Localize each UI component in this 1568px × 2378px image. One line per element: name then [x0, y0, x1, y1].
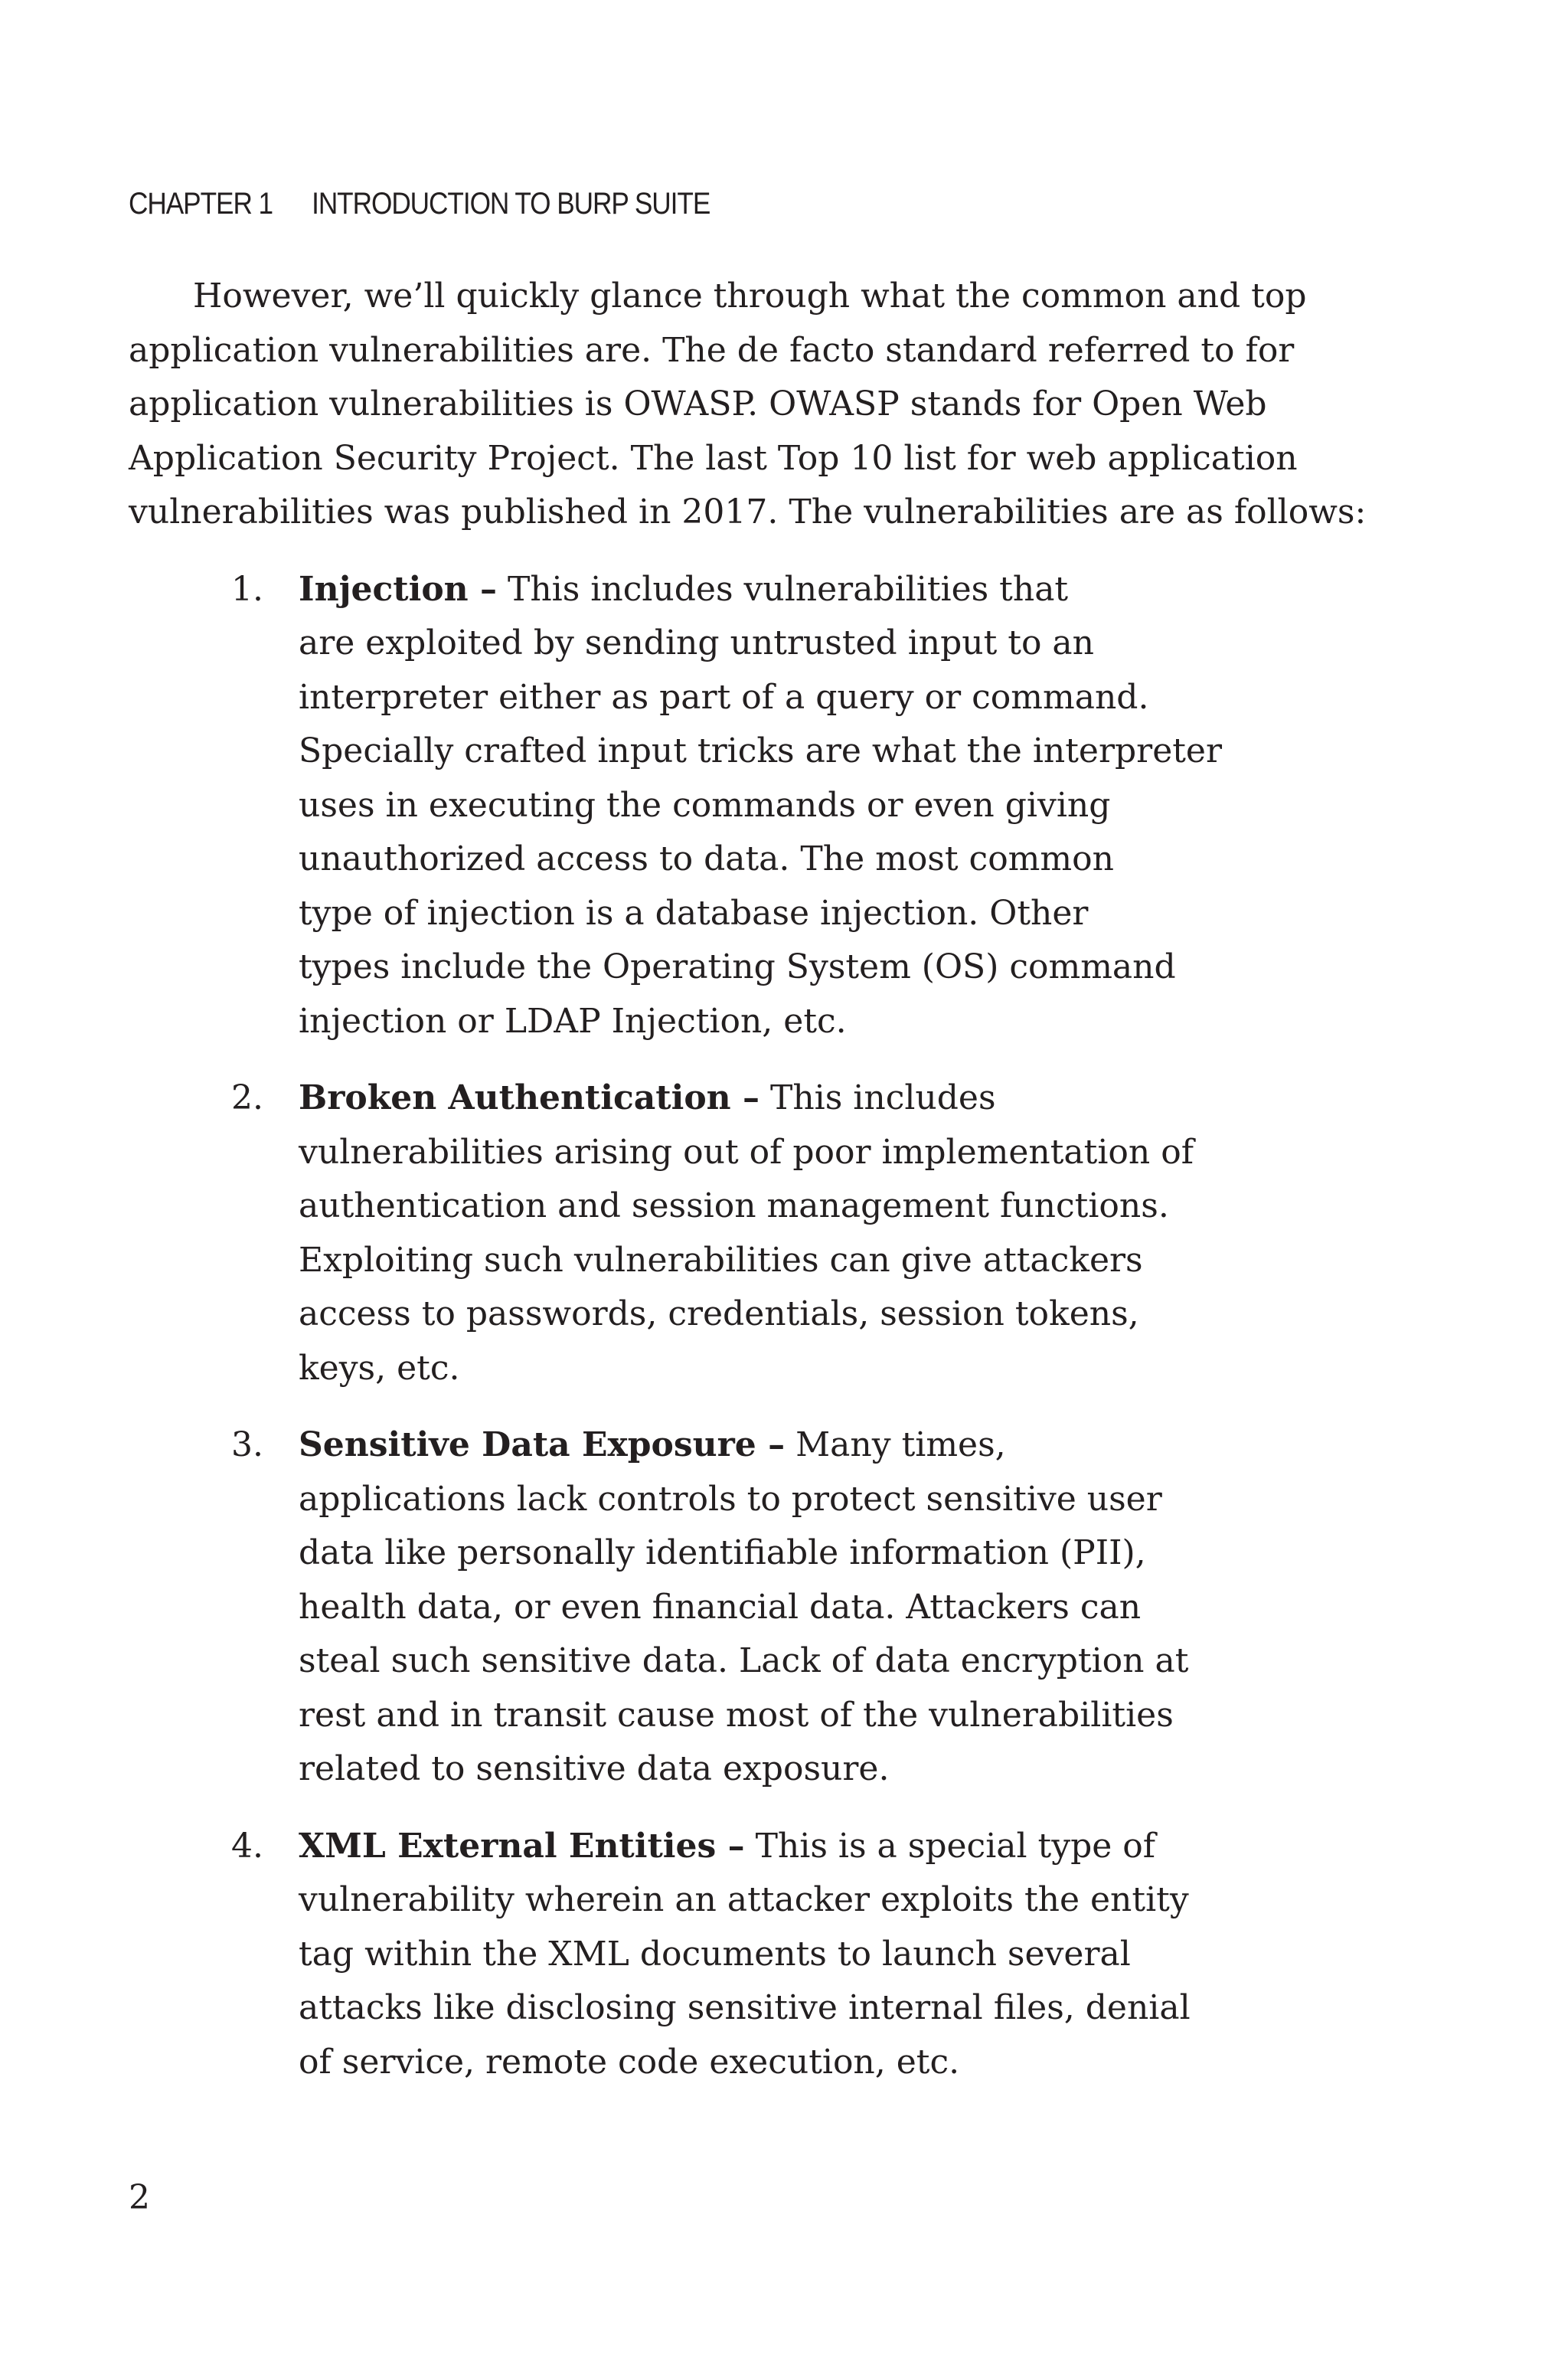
list-item-broken-authentication — [129, 1071, 1338, 1395]
list-item-line: health data, or even financial data. Attackers can — [299, 1587, 1142, 1627]
list-item-text: This includes vulnerabilities that — [496, 569, 1069, 609]
list-item-term: XML External Entities – — [299, 1826, 745, 1866]
list-item-line: data like personally identifiable information (PII), — [299, 1533, 1146, 1572]
list-item-line: Specially crafted input tricks are what the interpreter — [299, 731, 1222, 770]
list-item-line: vulnerability wherein an attacker exploits the entity — [299, 1880, 1189, 1919]
list-item-xml-external-entities — [129, 1820, 1338, 2090]
list-item-line: tag within the XML documents to launch several — [299, 1934, 1131, 1974]
list-item-first-line — [299, 1820, 1338, 1874]
list-item-number: 3. — [231, 1425, 263, 1464]
chapter-title: INTRODUCTION TO BURP SUITE — [312, 187, 710, 221]
list-item-line: access to passwords, credentials, session tokens, — [299, 1294, 1139, 1333]
list-item-line: keys, etc. — [299, 1348, 460, 1388]
intro-paragraph — [129, 270, 1367, 540]
list-item-line: rest and in transit cause most of the vulnerabilities — [299, 1695, 1174, 1735]
vulnerability-list — [129, 563, 1338, 2090]
list-item-number: 4. — [231, 1826, 263, 1866]
intro-line: application vulnerabilities is OWASP. OWASP stands for Open Web — [129, 384, 1267, 424]
list-item-text: Many times, — [785, 1425, 1006, 1464]
list-item-term: Broken Authentication – — [299, 1078, 760, 1117]
list-item-line: vulnerabilities arising out of poor implementation of — [299, 1132, 1194, 1172]
list-item-line: interpreter either as part of a query or command. — [299, 677, 1149, 717]
list-item-line: attacks like disclosing sensitive internal files, denial — [299, 1988, 1191, 2027]
list-item-term: Sensitive Data Exposure – — [299, 1425, 786, 1464]
list-item-line: Exploiting such vulnerabilities can give attackers — [299, 1240, 1143, 1280]
list-item-first-line — [299, 563, 1338, 617]
list-item-number: 1. — [231, 569, 263, 609]
list-item-text: This includes — [759, 1078, 996, 1117]
page-number: 2 — [129, 2178, 150, 2217]
intro-line: application vulnerabilities are. The de facto standard referred to for — [129, 330, 1295, 370]
page-body — [129, 270, 1367, 2089]
intro-line: Application Security Project. The last Top 10 list for web application — [129, 438, 1298, 478]
running-head — [129, 187, 710, 221]
list-item-line: related to sensitive data exposure. — [299, 1749, 890, 1788]
list-item-line: unauthorized access to data. The most common — [299, 839, 1114, 878]
list-item-text: This is a special type of — [744, 1826, 1156, 1866]
list-item-sensitive-data-exposure — [129, 1418, 1338, 1797]
list-item-first-line — [299, 1418, 1338, 1473]
list-item-line: applications lack controls to protect sensitive user — [299, 1479, 1162, 1519]
list-item-injection — [129, 563, 1338, 1049]
chapter-label: CHAPTER 1 — [129, 187, 273, 221]
list-item-term: Injection – — [299, 569, 497, 609]
intro-line: However, we’ll quickly glance through what the common and top — [193, 276, 1307, 316]
list-item-line: of service, remote code execution, etc. — [299, 2042, 960, 2082]
list-item-line: uses in executing the commands or even giving — [299, 785, 1111, 825]
list-item-line: steal such sensitive data. Lack of data encryption at — [299, 1641, 1189, 1680]
list-item-line: type of injection is a database injection. Other — [299, 893, 1089, 933]
list-item-line: are exploited by sending untrusted input to an — [299, 623, 1095, 662]
list-item-first-line — [299, 1071, 1338, 1126]
list-item-number: 2. — [231, 1078, 263, 1117]
intro-line: vulnerabilities was published in 2017. The vulnerabilities are as follows: — [129, 492, 1367, 532]
list-item-line: injection or LDAP Injection, etc. — [299, 1001, 847, 1041]
list-item-line: types include the Operating System (OS) command — [299, 947, 1176, 986]
list-item-line: authentication and session management functions. — [299, 1186, 1169, 1225]
